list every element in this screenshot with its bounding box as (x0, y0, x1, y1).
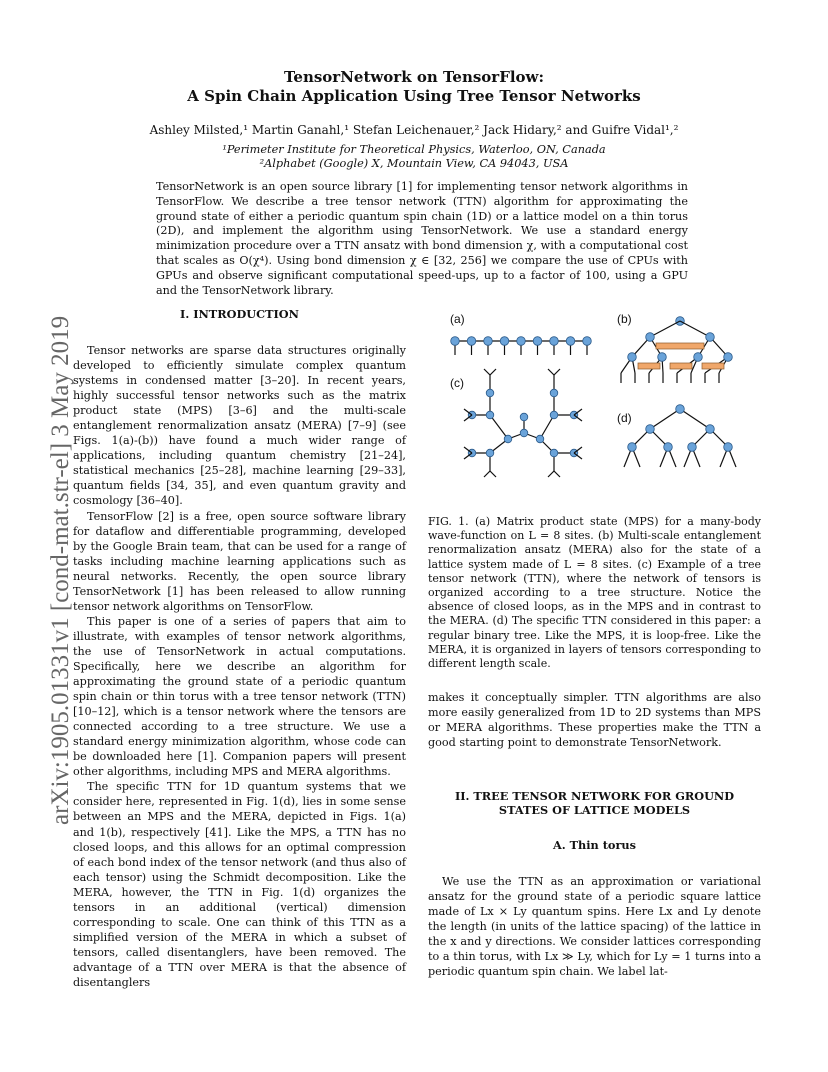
bond-line (680, 409, 710, 429)
affiliation-2: ²Alphabet (Google) X, Mountain View, CA 94043, USA (259, 157, 569, 170)
affiliation-1: ¹Perimeter Institute for Theoretical Physics, Waterloo, ON, Canada (222, 143, 606, 156)
tensor-node (486, 389, 494, 397)
thin-torus-text (428, 874, 761, 979)
tensor-node (550, 449, 558, 457)
bond-line (484, 471, 490, 477)
tensor-node (706, 425, 715, 434)
tensor-node (536, 435, 544, 443)
tensor-node (646, 333, 655, 342)
panel-a-label: (a) (450, 312, 465, 326)
panel-a-mps (451, 337, 592, 355)
bond-line (548, 471, 554, 477)
bond-line (650, 409, 680, 429)
panel-b-label: (b) (617, 312, 632, 326)
arxiv-sidebar (3, 250, 74, 830)
continuation-paragraph: makes it conceptually simpler. TTN algorithms are also more easily generalized from 1D to 2D systems than MPS or MERA algorithms. These properties make the TTN a good starting point to demonstrate TensorNetwork. (428, 691, 761, 750)
bond-line (650, 321, 680, 337)
author-list: Ashley Milsted,¹ Martin Ganahl,¹ Stefan Leichenauer,² Jack Hidary,² and Guifre Vidal¹,² (149, 123, 679, 137)
section-2-heading (428, 789, 761, 817)
intro-paragraph-4: The specific TTN for 1D quantum systems that we consider here, represented in Fig. 1(d), lies in some sense between an MPS and the MERA, depicted in Figs. 1(a) and 1(b), respectively [41]. Like the MPS, a TTN has no closed loops, and this allows for an optimal compression of each bond index of the tensor network (and thus also of each tensor) using the Schmidt decomposition. Like the MERA, however, the TTN in Fig. 1(d) organizes the tensors in an additional (vertical) dimension corresponding to scale. One can think of this TTN as a simplified version of the MERA in which a subset of tensors, called disentanglers, have been removed. The advantage of a TTN over MERA is that the absence of disentanglers (73, 780, 406, 989)
bond-line (490, 415, 508, 439)
tensor-node (550, 411, 558, 419)
arxiv-id: arXiv:1905.01331v1 [cond-mat.str-el] 3 May 2019 (47, 315, 74, 825)
tensor-node (646, 425, 655, 434)
tensor-node (550, 337, 559, 346)
disentangler (638, 363, 660, 369)
figure-1-caption: FIG. 1. (a) Matrix product state (MPS) for a many-body wave-function on L = 8 sites. (b) Multi-scale entanglement renormalization ansatz (MERA) also for the state of a lattice system made of L = 8 sites. (c) Example of a tree tensor network (TTN), where the network of tensors is organized according to a tree structure. Notice the absence of closed loops, as in the MPS and in contrast to the MERA. (d) The specific TTN considered in this paper: a regular binary tree. Like the MPS, it is loop-free. Like the MERA, it is organized in layers of tensors corresponding to different length scale. (428, 515, 761, 671)
figure-1 (428, 305, 768, 505)
tensor-node (664, 443, 673, 452)
tensor-node (484, 337, 493, 346)
bond-line (484, 369, 490, 375)
panel-c-ttn (464, 369, 582, 477)
tensor-node (706, 333, 715, 342)
tensor-node (724, 443, 733, 452)
tensor-node (676, 405, 685, 414)
tensor-node (486, 411, 494, 419)
panel-c-label: (c) (450, 376, 464, 390)
figure-1-graphics (428, 305, 768, 505)
tensor-node (486, 449, 494, 457)
intro-paragraph-3: This paper is one of a series of papers that aim to illustrate, with examples of tensor network algorithms, the use of TensorNetwork in actual computations. Specifically, here we describe an algorithm for approximating the ground state of a periodic quantum spin chain or thin torus with a tree tensor network (TTN) [10–12], which is a tensor network where the tensors are connected according to a tree structure. We use a standard energy minimization algorithm, whose code can be downloaded here [1]. Companion papers will present other algorithms, including MPS and MERA algorithms. (73, 614, 406, 779)
tensor-node (566, 337, 575, 346)
intro-paragraph-2: TensorFlow [2] is a free, open source software library for dataflow and differentiable programming, developed by the Google Brain team, that can be used for a range of tasks including machine learning applications such as neural networks. Recently, the open source library TensorNetwork [1] has been released to allow running tensor network algorithms on TensorFlow. (73, 509, 406, 613)
disentangler (670, 363, 692, 369)
tensor-node (500, 337, 509, 346)
tensor-node (533, 337, 542, 346)
panel-d-binary-ttn (624, 405, 736, 467)
bond-line (680, 321, 710, 337)
section-2-heading-line-2: STATES OF LATTICE MODELS (498, 803, 691, 817)
affiliations (0, 143, 828, 171)
tensor-node (694, 353, 703, 362)
tensor-node (517, 337, 526, 346)
paper-title (0, 68, 828, 106)
tensor-node (520, 413, 528, 421)
disentangler (702, 363, 724, 369)
title-line-1: TensorNetwork on TensorFlow: (283, 68, 545, 86)
tensor-node (550, 389, 558, 397)
tensor-node (724, 353, 733, 362)
tensor-node (504, 435, 512, 443)
left-column (73, 343, 406, 990)
bond-line (548, 369, 554, 375)
bond-line (554, 471, 560, 477)
subsection-a-heading: A. Thin torus (553, 838, 636, 852)
panel-b-mera (621, 317, 732, 383)
right-column-continuation (428, 690, 761, 750)
bond-line (554, 369, 560, 375)
tensor-node (467, 337, 476, 346)
tensor-node (451, 337, 460, 346)
abstract: TensorNetwork is an open source library [1] for implementing tensor network algorithms in TensorFlow. We describe a tree tensor network (TTN) algorithm for approximating the ground state of either a periodic quantum spin chain (1D) or a lattice model on a thin torus (2D), and implement the algorithm using TensorNetwork. We use a standard energy minimization procedure over a TTN ansatz with bond dimension χ, with a computational cost that scales as O(χ⁴). Using bond dimension χ ∈ [32, 256] we compare the use of CPUs with GPUs and observe significant computational speed-ups, up to a factor of 100, using a GPU and the TensorNetwork library. (156, 180, 688, 297)
tensor-node (520, 429, 528, 437)
bond-line (490, 471, 496, 477)
bond-line (490, 369, 496, 375)
thin-torus-paragraph: We use the TTN as an approximation or variational ansatz for the ground state of a periodic square lattice made of Lx × Ly quantum spins. Here Lx and Ly denote the length (in units of the lattice spacing) of the lattice in the x and y directions. We consider lattices corresponding to a thin torus, with Lx ≫ Ly, which for Ly = 1 turns into a periodic quantum spin chain. We label lat- (428, 875, 761, 979)
tensor-node (658, 353, 667, 362)
tensor-node (688, 443, 697, 452)
section-2-heading-line-1: II. TREE TENSOR NETWORK FOR GROUND (454, 789, 735, 803)
title-line-2: A Spin Chain Application Using Tree Tensor Networks (187, 87, 641, 105)
tensor-node (628, 443, 637, 452)
intro-paragraph-1: Tensor networks are sparse data structures originally developed to efficiently simulate complex quantum systems in condensed matter [3–20]. In recent years, highly successful tensor networks such as the matrix product state (MPS) [3–6] and the multi-scale entanglement renormalization ansatz (MERA) [7–9] (see Figs. 1(a)-(b)) have found a much wider range of applications, including quantum chemistry [21–24], statistical mechanics [25–28], machine learning [29–33], quantum fields [34, 35], and even quantum gravity and cosmology [36–40]. (73, 344, 406, 508)
disentangler (656, 343, 704, 349)
tensor-node (628, 353, 637, 362)
section-1-heading: I. INTRODUCTION (180, 307, 299, 321)
panel-d-label: (d) (617, 411, 632, 425)
tensor-node (583, 337, 592, 346)
